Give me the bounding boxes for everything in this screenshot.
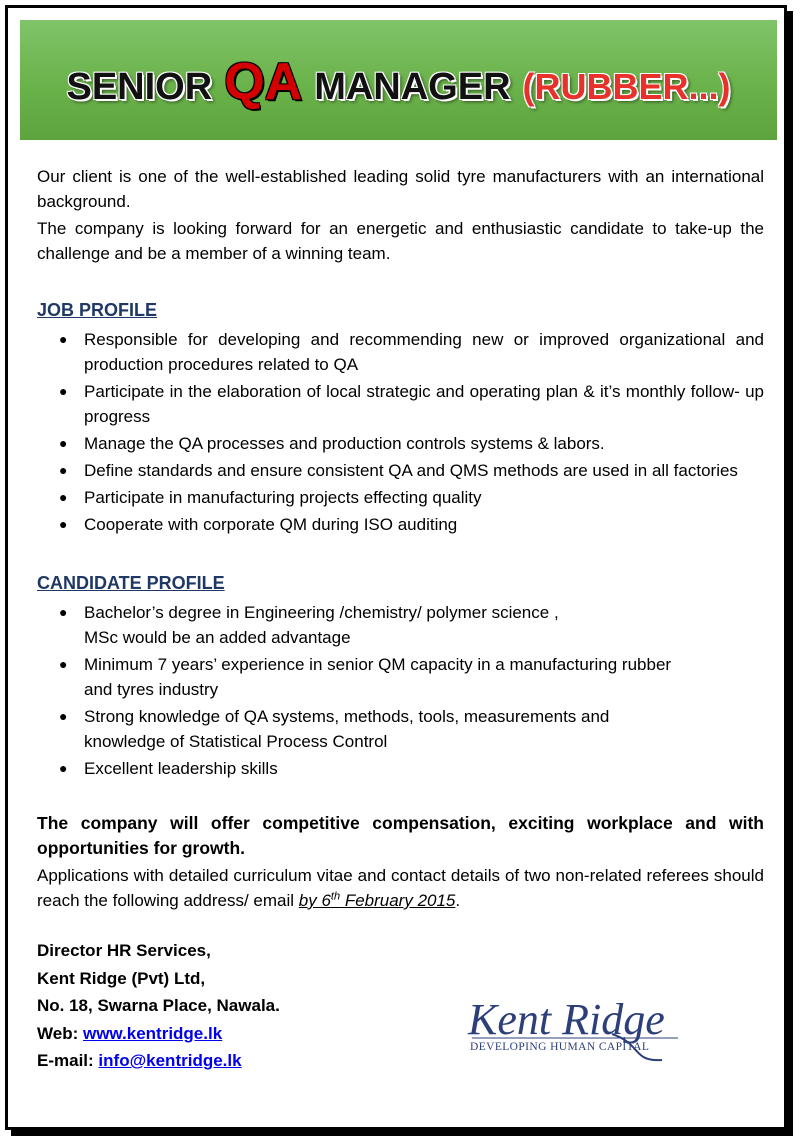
deadline: by 6th February 2015 (298, 890, 456, 910)
candidate-profile-list (37, 600, 764, 781)
bullet-icon: ● (59, 489, 68, 505)
bullet-icon: ● (59, 331, 68, 347)
bullet-icon: ● (59, 383, 68, 399)
kent-ridge-logo (462, 994, 762, 1064)
bullet-icon: ● (59, 516, 68, 532)
email-row: E-mail: info@kentridge.lk (37, 1051, 242, 1070)
logo-wordmark: Kent Ridge (468, 995, 665, 1044)
list-item: ● Manage the QA processes and production controls systems & labors. (37, 431, 764, 456)
bullet-icon: ● (59, 435, 68, 451)
email-link[interactable]: info@kentridge.lk (98, 1051, 242, 1070)
page-shadow-bottom (11, 1130, 793, 1136)
title-banner (20, 20, 777, 140)
list-item: ● Cooperate with corporate QM during ISO auditing (37, 512, 764, 537)
bullet-icon: ● (59, 708, 68, 724)
list-item: ● Participate in manufacturing projects effecting quality (37, 485, 764, 510)
job-profile-heading: JOB PROFILE (37, 300, 158, 320)
advert-body (37, 164, 764, 1075)
job-profile-list (37, 327, 764, 537)
job-title (66, 52, 730, 112)
list-item: ● Excellent leadership skills (37, 756, 764, 781)
list-item: ● Responsible for developing and recommending new or improved organizational and production procedures related to QA (37, 327, 764, 377)
address-line-1: Director HR Services, (37, 941, 211, 960)
web-row: Web: www.kentridge.lk (37, 1023, 223, 1043)
candidate-profile-heading: CANDIDATE PROFILE (37, 573, 225, 593)
list-item: ● Bachelor’s degree in Engineering /chemistry/ polymer science , MSc would be an added advantage (37, 600, 764, 650)
bullet-icon: ● (59, 604, 68, 620)
title-qa: QA (224, 53, 303, 111)
intro-paragraph-1: Our client is one of the well-established leading solid tyre manufacturers with an international background. (37, 167, 764, 211)
website-link[interactable]: www.kentridge.lk (82, 1023, 223, 1043)
list-item: ● Strong knowledge of QA systems, methods, tools, measurements and knowledge of Statistical Process Control (37, 704, 764, 754)
list-item: ● Minimum 7 years’ experience in senior QM capacity in a manufacturing rubber and tyres industry (37, 652, 764, 702)
intro-paragraph-2: The company is looking forward for an energetic and enthusiastic candidate to take-up the challenge and be a member of a winning team. (37, 219, 764, 263)
application-instructions: Applications with detailed curriculum vitae and contact details of two non-related referees should reach the following address/ email by 6th February 2015. (37, 866, 764, 910)
bullet-icon: ● (59, 760, 68, 776)
bullet-icon: ● (59, 656, 68, 672)
address-line-3: No. 18, Swarna Place, Nawala. (37, 996, 280, 1015)
title-senior: SENIOR (66, 66, 213, 108)
list-item: ● Participate in the elaboration of local strategic and operating plan & it’s monthly follow- up progress (37, 379, 764, 429)
list-item: ● Define standards and ensure consistent QA and QMS methods are used in all factories (37, 458, 764, 483)
title-rubber: (RUBBER...) (522, 66, 731, 107)
address-line-2: Kent Ridge (Pvt) Ltd, (37, 968, 206, 988)
bullet-icon: ● (59, 462, 68, 478)
logo-tagline: DEVELOPING HUMAN CAPITAL (470, 1041, 650, 1053)
title-manager: MANAGER (314, 66, 511, 108)
page-shadow-right (787, 11, 793, 1136)
offer-statement: The company will offer competitive compensation, exciting workplace and with opportunities for growth. (37, 813, 764, 858)
